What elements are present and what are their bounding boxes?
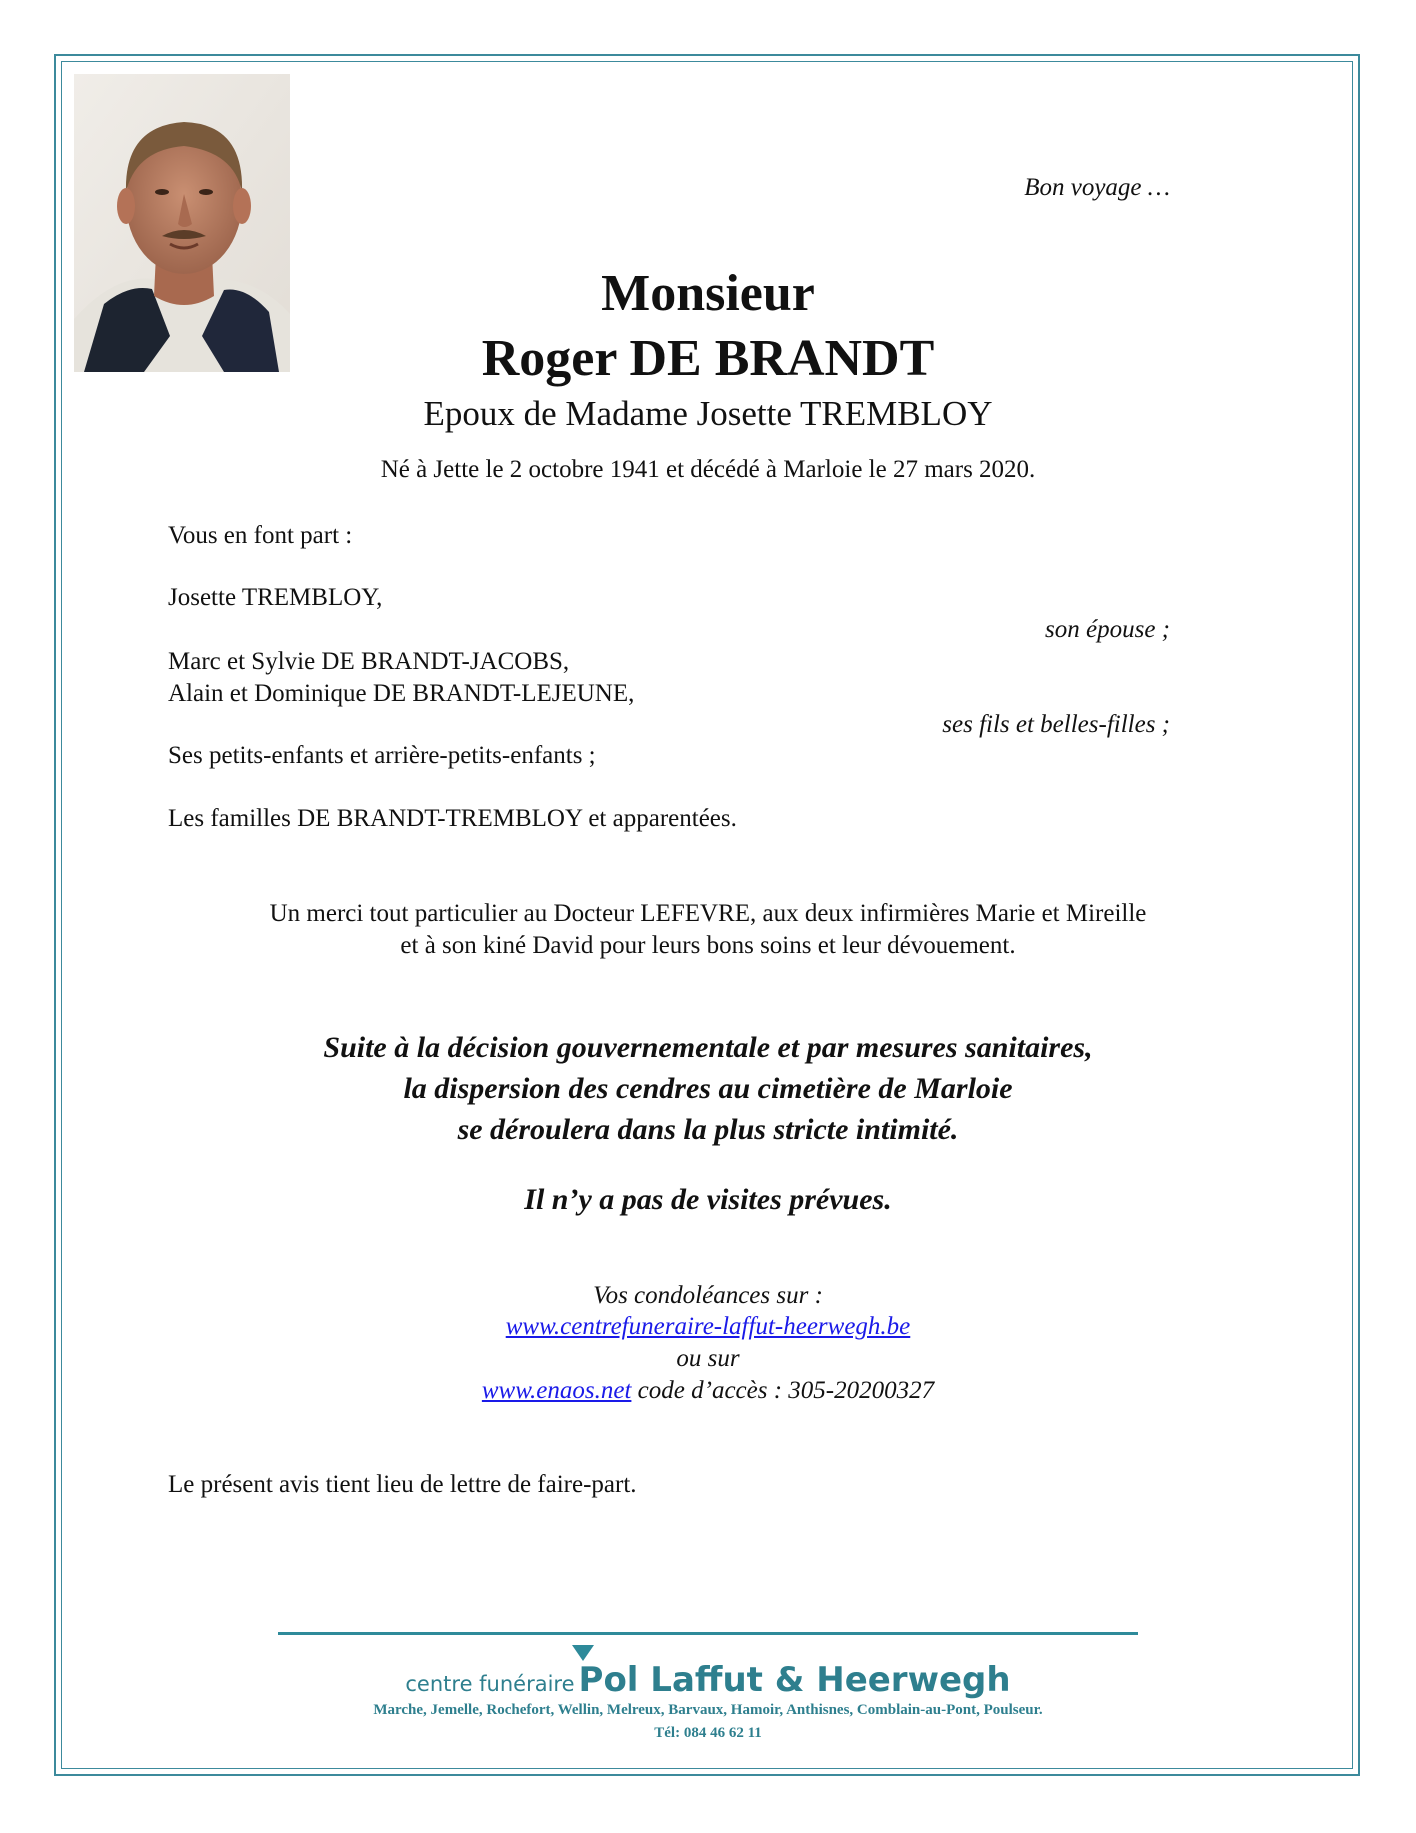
- thanks-line-1: Un merci tout particulier au Docteur LEFEVRE, aux deux infirmières Marie et Mireille: [269, 900, 1147, 927]
- sons-relation: ses fils et belles-filles ;: [942, 711, 1170, 738]
- footer-locations: [0, 1701, 1416, 1719]
- grandchildren-line: Ses petits-enfants et arrière-petits-enfants ;: [168, 742, 596, 769]
- footer-logo: [0, 1660, 1416, 1700]
- footer-locations-text: Marche, Jemelle, Rochefort, Wellin, Melreux, Barvaux, Hamoir, Anthisnes, Comblain-au-Pont, Poulseur.: [373, 1702, 1043, 1718]
- spouse-relation: son épouse ;: [1045, 616, 1170, 643]
- enaos-website-link[interactable]: www.enaos.net: [481, 1377, 632, 1404]
- birth-death-line: Né à Jette le 2 octobre 1941 et décédé à Marloie le 27 mars 2020.: [380, 456, 1036, 483]
- condolences-or: ou sur: [676, 1345, 740, 1372]
- spouse-line: Epoux de Madame Josette TREMBLOY: [423, 394, 993, 433]
- epigraph: Bon voyage …: [1024, 174, 1170, 201]
- condolences-link2-row: [0, 1375, 1416, 1407]
- footer-phone-text: Tél: 084 46 62 11: [654, 1725, 762, 1741]
- access-code: code d’accès : 305-20200327: [631, 1377, 935, 1404]
- announcement-intro: Vous en font part :: [168, 522, 353, 549]
- funeral-home-website-link[interactable]: www.centrefuneraire-laffut-heerwegh.be: [505, 1313, 911, 1340]
- deceased-name: Roger DE BRANDT: [481, 330, 935, 387]
- no-visits-notice: Il n’y a pas de visites prévues.: [524, 1183, 892, 1216]
- spouse-name: Josette TREMBLOY,: [168, 584, 383, 611]
- sons-line-2: Alain et Dominique DE BRANDT-LEJEUNE,: [168, 680, 635, 707]
- footer-phone: [0, 1724, 1416, 1742]
- notice-line-2: la dispersion des cendres au cimetière de Marloie: [403, 1072, 1013, 1105]
- deceased-title: Monsieur: [601, 265, 815, 322]
- notice-line-1: Suite à la décision gouvernementale et par mesures sanitaires,: [323, 1031, 1093, 1064]
- condolences-label: Vos condoléances sur :: [593, 1282, 823, 1309]
- condolences-link1-row: [0, 1311, 1416, 1343]
- families-line: Les familles DE BRANDT-TREMBLOY et apparentées.: [168, 805, 737, 832]
- footer-triangle-icon: [572, 1645, 594, 1661]
- footer-company: Pol Laffut & Heerwegh: [578, 1660, 1011, 1700]
- sons-line-1: Marc et Sylvie DE BRANDT-JACOBS,: [168, 648, 570, 675]
- closing-note: Le présent avis tient lieu de lettre de faire-part.: [168, 1471, 637, 1498]
- footer-rule: [278, 1632, 1138, 1635]
- notice-line-3: se déroulera dans la plus stricte intimité.: [457, 1113, 959, 1146]
- thanks-line-2: et à son kiné David pour leurs bons soins et leur dévouement.: [400, 932, 1016, 959]
- footer-prefix: centre funéraire: [405, 1672, 575, 1696]
